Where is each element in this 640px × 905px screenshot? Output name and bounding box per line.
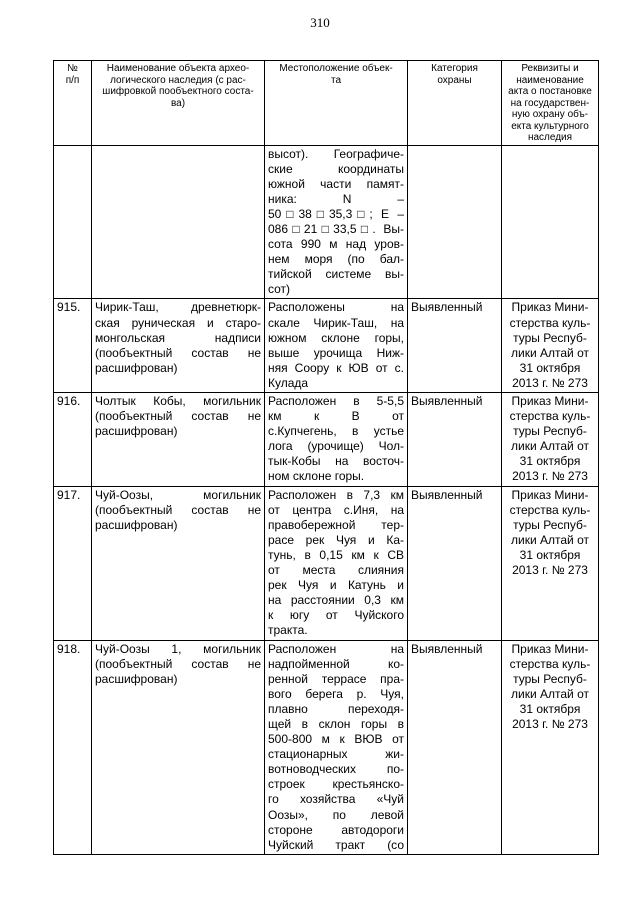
category-cell: Выявленный [408,393,502,487]
text-line: 50□38□35,3□; E – [268,206,404,221]
text-line: расе рек Чуя и Ка- [268,532,404,547]
row-number-cell: 916. [54,393,92,487]
table-row [54,640,599,854]
text-line: ва) [170,97,186,109]
text-line: Приказ Мини- [511,487,589,502]
text-line: Приказ Мини- [511,300,589,315]
text-line: 500-800 м к ВЮВ от [268,732,404,747]
text-line: ренной террасе пра- [268,671,404,686]
row-number-cell: 915. [54,299,92,393]
continuation-requisites-cell [502,145,599,299]
text-line: стерства куль- [509,409,591,424]
text-line: туры Респуб- [513,424,587,439]
continuation-num-cell [54,145,92,299]
location-cell [265,393,408,487]
continuation-row [54,145,599,299]
heritage-registry-table [53,60,599,855]
text-line: ские координаты [268,161,404,176]
text-line: го хозяйства «Чуй [268,792,404,807]
text-line: та [330,74,342,86]
requisites-cell [502,486,599,640]
location-cell [265,486,408,640]
text-line: екта культурного [511,120,589,132]
text-line: на расстоянии 0,3 км [268,593,404,608]
text-line: расшифрован) [95,424,178,439]
text-line: Чуйский тракт (со [268,837,404,852]
text-line: 2013 г. № 273 [512,469,588,484]
continuation-location-cell [265,145,408,299]
text-line: (пообъектный состав не [95,345,261,360]
text-line: км к В от [268,409,404,424]
text-line: лики Алтай от [511,439,589,454]
text-line: строек крестьянско- [268,777,404,792]
text-line: с.Купчегень, в устье [268,424,404,439]
text-line: Расположен на [268,641,404,656]
text-line: логического наследия (с рас- [110,74,246,86]
text-line: стерства куль- [509,502,591,517]
text-line: акта о постановке [508,86,592,97]
text-line: стороне автодороги [268,822,404,837]
object-name-cell [92,299,265,393]
text-line: монгольская надписи [95,330,261,345]
text-line: ную охрану объ- [511,109,589,120]
text-line: Чолтык Кобы, могильник [95,394,261,408]
text-line: Кулада [268,375,309,390]
text-line: к югу от Чуйского [268,608,404,623]
text-line: стерства куль- [509,656,591,671]
text-line: 31 октября [519,701,581,716]
text-line: южном склоне горы, [268,330,404,345]
text-line: надпойменной ко- [268,656,404,671]
text-line: ника: N – [268,191,404,206]
text-line: наименование [516,74,584,86]
text-line: лики Алтай от [511,532,589,547]
location-cell [265,640,408,854]
text-line: от центра с.Иня, на [268,502,404,517]
category-cell: Выявленный [408,299,502,393]
text-line: охраны [437,74,472,86]
text-line: туры Респуб- [513,330,587,345]
category-cell: Выявленный [408,640,502,854]
location-cell [265,299,408,393]
text-line: стерства куль- [509,315,591,330]
text-line: Расположены на [268,300,404,315]
text-line: Чирик-Таш, древнетюрк- [95,300,261,315]
text-line: расшифрован) [95,671,178,686]
header-num [54,61,92,146]
text-line: высот). Географиче- [268,146,404,161]
table-row [54,393,599,487]
text-line: тракта. [268,623,308,638]
text-line: ская руническая и старо- [95,315,261,330]
text-line: скале Чирик-Таш, на [268,315,404,330]
text-line: стационарных жи- [268,747,404,762]
text-line: Расположен в 7,3 км [268,487,404,502]
text-line: 2013 г. № 273 [512,563,588,578]
text-line: Приказ Мини- [511,394,589,408]
requisites-cell [502,393,599,487]
text-line: южной части памят- [268,176,404,191]
text-line: расшифрован) [95,517,178,532]
text-line: правобережной тер- [268,517,404,532]
text-line: туры Респуб- [513,671,587,686]
text-line: плавно переходя- [268,701,404,716]
text-line: Оозы», по левой [268,807,404,822]
text-line: от места слияния [268,563,404,578]
text-line: тык-Кобы на восточ- [268,454,404,469]
text-line: тийской системе вы- [268,267,404,282]
text-line: 31 октября [519,547,581,562]
text-line: сот) [268,282,291,297]
continuation-name-cell [92,145,265,299]
text-line: 31 октября [519,360,581,375]
object-name-cell [92,640,265,854]
category-cell: Выявленный [408,486,502,640]
text-line: няя Соору к ЮВ от с. [268,360,404,375]
text-line: тунь, в 0,15 км к СВ [268,547,404,562]
object-name-cell [92,393,265,487]
header-name [92,61,265,146]
text-line: расшифрован) [95,360,178,375]
text-line: рек Чуя и Катунь и [268,578,404,593]
text-line: Категория [431,63,478,74]
header-location [265,61,408,146]
text-line: на государствен- [510,97,590,109]
text-line: № [67,63,78,74]
table-row [54,486,599,640]
continuation-category-cell [408,145,502,299]
text-line: 086□21□33,5□. Вы- [268,221,404,236]
text-line: выше урочища Ниж- [268,345,404,360]
row-number-cell: 918. [54,640,92,854]
text-line: Реквизиты и [521,63,579,74]
header-requisites [502,61,599,146]
text-line: 2013 г. № 273 [512,716,588,731]
requisites-cell [502,640,599,854]
text-line: туры Респуб- [513,517,587,532]
table-row [54,299,599,393]
text-line: Наименование объекта архео- [106,63,250,74]
text-line: лики Алтай от [511,686,589,701]
object-name-cell [92,486,265,640]
text-line: ном склоне горы. [268,469,365,484]
text-line: нем моря (по бал- [268,252,404,267]
text-line: сота 990 м над уров- [268,237,404,252]
page-number: 310 [310,15,330,30]
row-number-cell: 917. [54,486,92,640]
text-line: 31 октября [519,454,581,469]
header-category [408,61,502,146]
text-line: Расположен в 5-5,5 [268,394,404,408]
requisites-cell [502,299,599,393]
text-line: щей в склон горы в [268,716,404,731]
text-line: п/п [65,74,80,86]
text-line: 2013 г. № 273 [512,375,588,390]
text-line: лога (урочище) Чол- [268,439,404,454]
text-line: Приказ Мини- [511,641,589,656]
text-line: Чуй-Оозы 1, могильник [95,641,261,656]
table-header-row [54,61,599,146]
text-line: вого берега р. Чуя, [268,686,404,701]
text-line: наследия [527,132,573,143]
text-line: Местоположение объек- [279,63,393,74]
text-line: (пообъектный состав не [95,409,261,424]
text-line: (пообъектный состав не [95,656,261,671]
text-line: вотноводческих по- [268,762,404,777]
text-line: лики Алтай от [511,345,589,360]
text-line: (пообъектный состав не [95,502,261,517]
text-line: Чуй-Оозы, могильник [95,487,261,502]
text-line: шифровкой пообъектного соста- [102,86,254,97]
